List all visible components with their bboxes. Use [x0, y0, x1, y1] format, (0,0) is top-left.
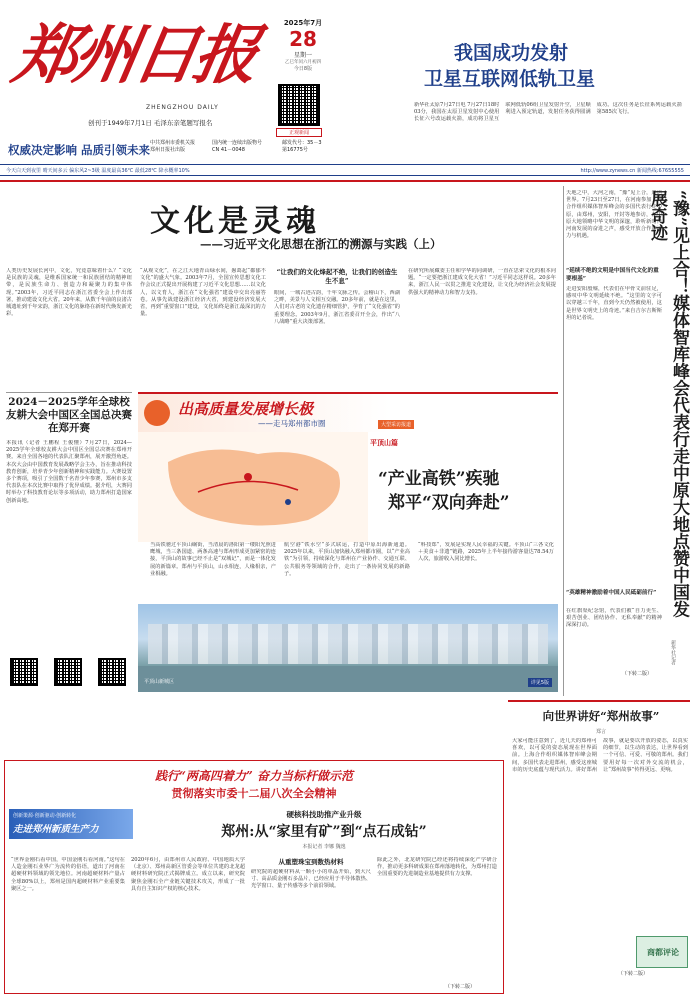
right-vertical-title: “豫”见上合！媒体智库峰会代表行走中原大地点赞中国发展奇迹 — [647, 190, 689, 618]
lead-col3: 眼间，一城古迹古韵，千年文脉之传。会稽山下，西湖之畔，美景与人文相互交融。20多年前，就是在这里，人们对古老的文化遗存精细管护，孕育了“文化强省”的重要理念。2003年9月，浙江省委召开全会，作出“八八战略”重大决策部署。 — [274, 290, 400, 325]
bottom-banner-2: 贯彻落实市委十二届八次全会精神 — [171, 787, 337, 800]
right-jump: （下转二版） — [622, 671, 653, 677]
lead-col3-title: “让我们的文化烽起不绝，让我们的创造生生不息” — [276, 268, 398, 285]
bottom-headline: 郑州:从“家里有矿”到“点石成钻” — [221, 824, 427, 840]
left-story-headline: 2024－2025学年全球校友耕大会中国区全国总决赛在郑开赛 — [6, 396, 132, 434]
lead-col1: 人类历史发展长河中，文化，究竟意味着什么？“文化是民族的灵魂，是维系国家统一和民族团结的精神纽带，是民族生命力、创造力和凝聚力的集中体现。”2003年，习近平同志在浙江省委全会上作出部署，推动建设文化大省。20年来，从数千年前的良渚古城遗址到千年宋韵，浙江文化的脉络在新时代焕发新光彩。 — [6, 268, 132, 318]
photo-buildings — [148, 624, 548, 664]
logo-pinyin: ZHENGZHOU DAILY — [146, 104, 219, 111]
left-story-top-rule — [6, 392, 132, 393]
weather-text: 今天白天到夜里 晴天间多云 偏东风2~3级 温度最高36℃ 最低28℃ 降水概率10% — [6, 168, 190, 174]
founded-line: 创刊于1949年7月1日 毛泽东亲笔题写报名 — [88, 119, 213, 127]
left-story-body: 本报讯（记者 王鹏程 王俊懂）7月27日，2024—2025学年全球校友耕大会中国区全国总决赛在郑州开赛。来自全国各地的代表队汇聚郑州，展开激烈角逐。本次大会由中国教育发展战略学会主办，旨在推动科技教育创新，培养青少年创新精神和实践能力。大赛设置多个赛项，吸引了全国数千名青少年参赛，郑州市多支代表队在本次比赛中取得了优异成绩。据介绍，大赛同时举办了科技教育论坛等多项活动，助力郑州打造国家创新高地。 — [6, 440, 132, 504]
newspaper-logo: 郑州日报 — [7, 18, 261, 93]
photo-edition-note: 详见5版 — [528, 678, 552, 687]
right-sub2: “英雄精神激励着中国人民砥砺前行” — [566, 590, 657, 596]
map-node-zhengzhou — [244, 473, 252, 481]
qr-label: 正观新闻 — [276, 128, 322, 137]
weekday: 星期一 — [293, 52, 312, 59]
left-qr-2[interactable] — [54, 658, 82, 686]
bottom-tag-line2: 走进郑州新质生产力 — [13, 824, 99, 835]
lunar-date: 乙巳年闰六月初四 — [285, 60, 321, 65]
lead-story — [0, 184, 560, 325]
right-body: 天地之中，大河之南，“豫”见上合，通达世界。7月23日至27日，在河南参加上海合作组织媒体智库峰会的多国代表行走中原，由郑州，安阳，开封等地参访，在中原大地领略中华文明的深邃，聆听新时代河南发展的奋进之声，感受开放合作的活力与机遇。 — [566, 190, 662, 240]
top-right-story — [414, 18, 684, 162]
commentary-headline: 向世界讲好“郑州故事” — [542, 709, 660, 723]
bottom-col1: “世界金刚石看中国，中国金刚石看河南。”这句在人造金刚石业界广为流传的俗语，道出了河南在超硬材料领域的领先地位。河南超硬材料产量占全球80%以上，郑州是国内超硬材料产业重要集聚区之一。 — [11, 857, 125, 892]
feature-banner-sub: ——走马郑州都市圈 — [258, 419, 326, 428]
top-right-headline-1: 我国成功发射 — [454, 42, 569, 64]
feature-headline-1: “产业高铁”疾驰 — [378, 469, 500, 489]
top-right-headline-2: 卫星互联网低轨卫星 — [424, 68, 596, 90]
feature-banner-emblem — [144, 400, 170, 426]
bottom-col2: 2020年6月，由郑州市人民政府、中国地质大学（北京）、郑州高新区管委会等单位共建的北龙超硬材料研究院正式揭牌成立。成立以来，研究院聚焦金刚石全产业链关键技术攻关，形成了一批具有自主知识产权的核心技术。 — [131, 857, 245, 892]
right-sub1: “延续不绝的文明是中国当代文化的重要根基” — [566, 268, 659, 282]
feature-photo — [138, 604, 558, 692]
date-day: 28 — [289, 27, 317, 51]
publisher-info: 中共郑州市委机关报 郑州日报社出版 — [150, 140, 196, 153]
lead-col2: “从观文化”，在之江大地青山绿水间，愚葛起“都郁不文化”的盛大气象。2003年7月，全国宣传思想文化工作会议正式提出开展构建了习近平文化思想……以文化人，以文育人，浙江在“文化强省”建设中交出亮丽答卷。从事先战建设浙江经济大省，到建设经济发展大省，再到“重要窗口”建设，文化始终是浙江最深沉的力量。 — [140, 268, 266, 318]
left-qr-1[interactable] — [10, 658, 38, 686]
lead-col4: 在研究所展藏委主任和学华的同调研，一直在思索文化的根本问题。“一定要把浙江建成文化大省！”习近平同志这样说。20多年来，浙江人民一以贯之推进文化建设，让文化为经济社会发展提供强大的精神动力和智力支持。 — [408, 268, 556, 296]
feature-body-1: 当高铁驰过平顶山碾街，当清晨的洛阳第一缕阳光照进鹰城，当三条国道、两条高速与郑州形成更加紧密的连接，平顶山的故事已经不止是“双城记”，而是一体化发展的新篇章。郑州与平顶山，山水相连，人缘相亲，产业相融。 — [150, 542, 276, 577]
date-year-month: 2025年7月 — [283, 19, 323, 27]
photo-caption: 平顶山新城区 — [144, 679, 175, 685]
bottom-byline: 本报记者 李娜 魏逸 — [302, 844, 346, 850]
left-story — [6, 396, 132, 696]
issn-info: 国内统一连续出版物号 CN 41－0048 — [212, 140, 263, 153]
right-sub2-body: 在红旗渠纪念馆，代表们被“自力更生、艰苦创业、团结协作、无私奉献”的精神深深打动。 — [566, 608, 662, 629]
right-sub1-body: 走进安阳殷墟，代表们在甲骨文前驻足，感叹中华文明延续不绝。“这里的文字可以穿越三千年，直到今天仍然被使用，这是世界文明史上的奇迹。”来自吉尔吉斯斯坦的记者说。 — [566, 286, 662, 321]
map-node-pingdingshan — [285, 499, 291, 505]
qr-code[interactable] — [278, 84, 320, 126]
commentary-author: 郑言 — [595, 729, 606, 735]
feature-body-2: 航空港“铁水空”多式联运，打造中原出海新通道。2025年以来，平顶山加快融入郑州都市圈，以“产业高铁”为引领，持续深化与郑州在产业协作、交通互联、公共服务等领域的合作，走出了一条协同发展的新路子。 — [284, 542, 410, 577]
feature-banner-title: 出高质量发展增长极 — [178, 400, 314, 418]
feature-body-3: “科技郑”，发展是实现人民幸福的关键。平顶山“三各文化＋美食＋非遗”链路，2025年上半年接待游客量达78.54万人次，旅游收入同比增长。 — [418, 542, 554, 563]
issue-number: 邮发代号：35－3 第16775号 — [282, 140, 322, 153]
lead-headline: 文化是灵魂 — [150, 204, 320, 239]
column-tag-badge — [636, 936, 688, 968]
left-qr-3[interactable] — [98, 658, 126, 686]
bottom-banner-1: 践行“两高四着力” 奋力当标杆做示范 — [155, 769, 353, 783]
masthead-divider — [0, 180, 690, 182]
feature-headline-2: 郑平“双向奔赴” — [388, 493, 510, 513]
feature-badge: 大型采访报道 — [378, 420, 414, 429]
bottom-col4: 除此之外，北龙研究院已经还将持续深化产学研合作，推动更多科研成果在郑州落地转化，为郑州打造全国重要的先进制造业基地提供有力支撑。 — [377, 857, 497, 878]
right-reporter: 新华社记者 — [670, 640, 676, 665]
bottom-col3: 研究院的超硬材料从一颗小小的单晶开始，到大尺寸、高品质金刚石多晶片，已经应用于半导体散热、光学窗口、量子传感等多个前沿领域。 — [251, 869, 371, 890]
commentary-top-rule — [508, 700, 690, 702]
photo-river — [138, 666, 558, 692]
right-column — [566, 186, 690, 696]
weather-strip — [0, 164, 690, 176]
feature-banner — [138, 392, 558, 432]
page-count: 今日8版 — [293, 66, 313, 72]
bottom-kicker: 硬核科技助推产业升级 — [286, 810, 362, 819]
slogan: 权威决定影响 品质引领未来 — [8, 143, 151, 157]
right-column-divider — [563, 186, 564, 696]
top-right-body: 新华社太原7月27日电 7月27日18时03分，我国在太原卫星发射中心使用长征六号改运载火箭，成功将卫星互联网低轨06组卫星发射升空，卫星顺利进入预定轨道，发射任务获得圆满成功。这次任务是长征系列运载火箭第585次飞行。 — [414, 102, 682, 123]
lead-subhead: ——习近平文化思想在浙江的溯源与实践（上） — [200, 237, 442, 251]
bottom-tag-line1: 创新策源·创新驱动·创新转化 — [13, 813, 77, 819]
column-tag-text: 商都评论 — [647, 948, 679, 957]
bottom-jump: （下转二版） — [445, 984, 476, 990]
commentary — [508, 704, 690, 994]
feature-section — [138, 392, 558, 696]
commentary-body: 大家可能注意到了，近几天的郑州可喜欢，以可爱的姿态展现在世界面前。上海合作组织媒体智库峰会期间，多国代表走进郑州，感受这座城市的历史底蕴与现代活力。讲好郑州故事，就是要以开放的姿态，以真实的细节，以生动的表达，让世界看到一个可信、可爱、可敬的郑州。我们要用好每一次对外交流的机会，让“郑州故事”传得更远、更响。 — [512, 738, 688, 773]
bottom-section — [4, 760, 504, 994]
date-block — [272, 18, 334, 72]
commentary-jump: （下转二版） — [618, 971, 649, 977]
regional-map — [138, 432, 368, 542]
bottom-tag-badge — [9, 809, 133, 839]
feature-city-tag: 平顶山篇 — [370, 439, 398, 447]
bottom-subhead: 从重塑珠宝到数热材料 — [278, 858, 344, 866]
website-link[interactable]: http://www.zynews.cn 新闻热线:67655555 — [580, 168, 684, 174]
